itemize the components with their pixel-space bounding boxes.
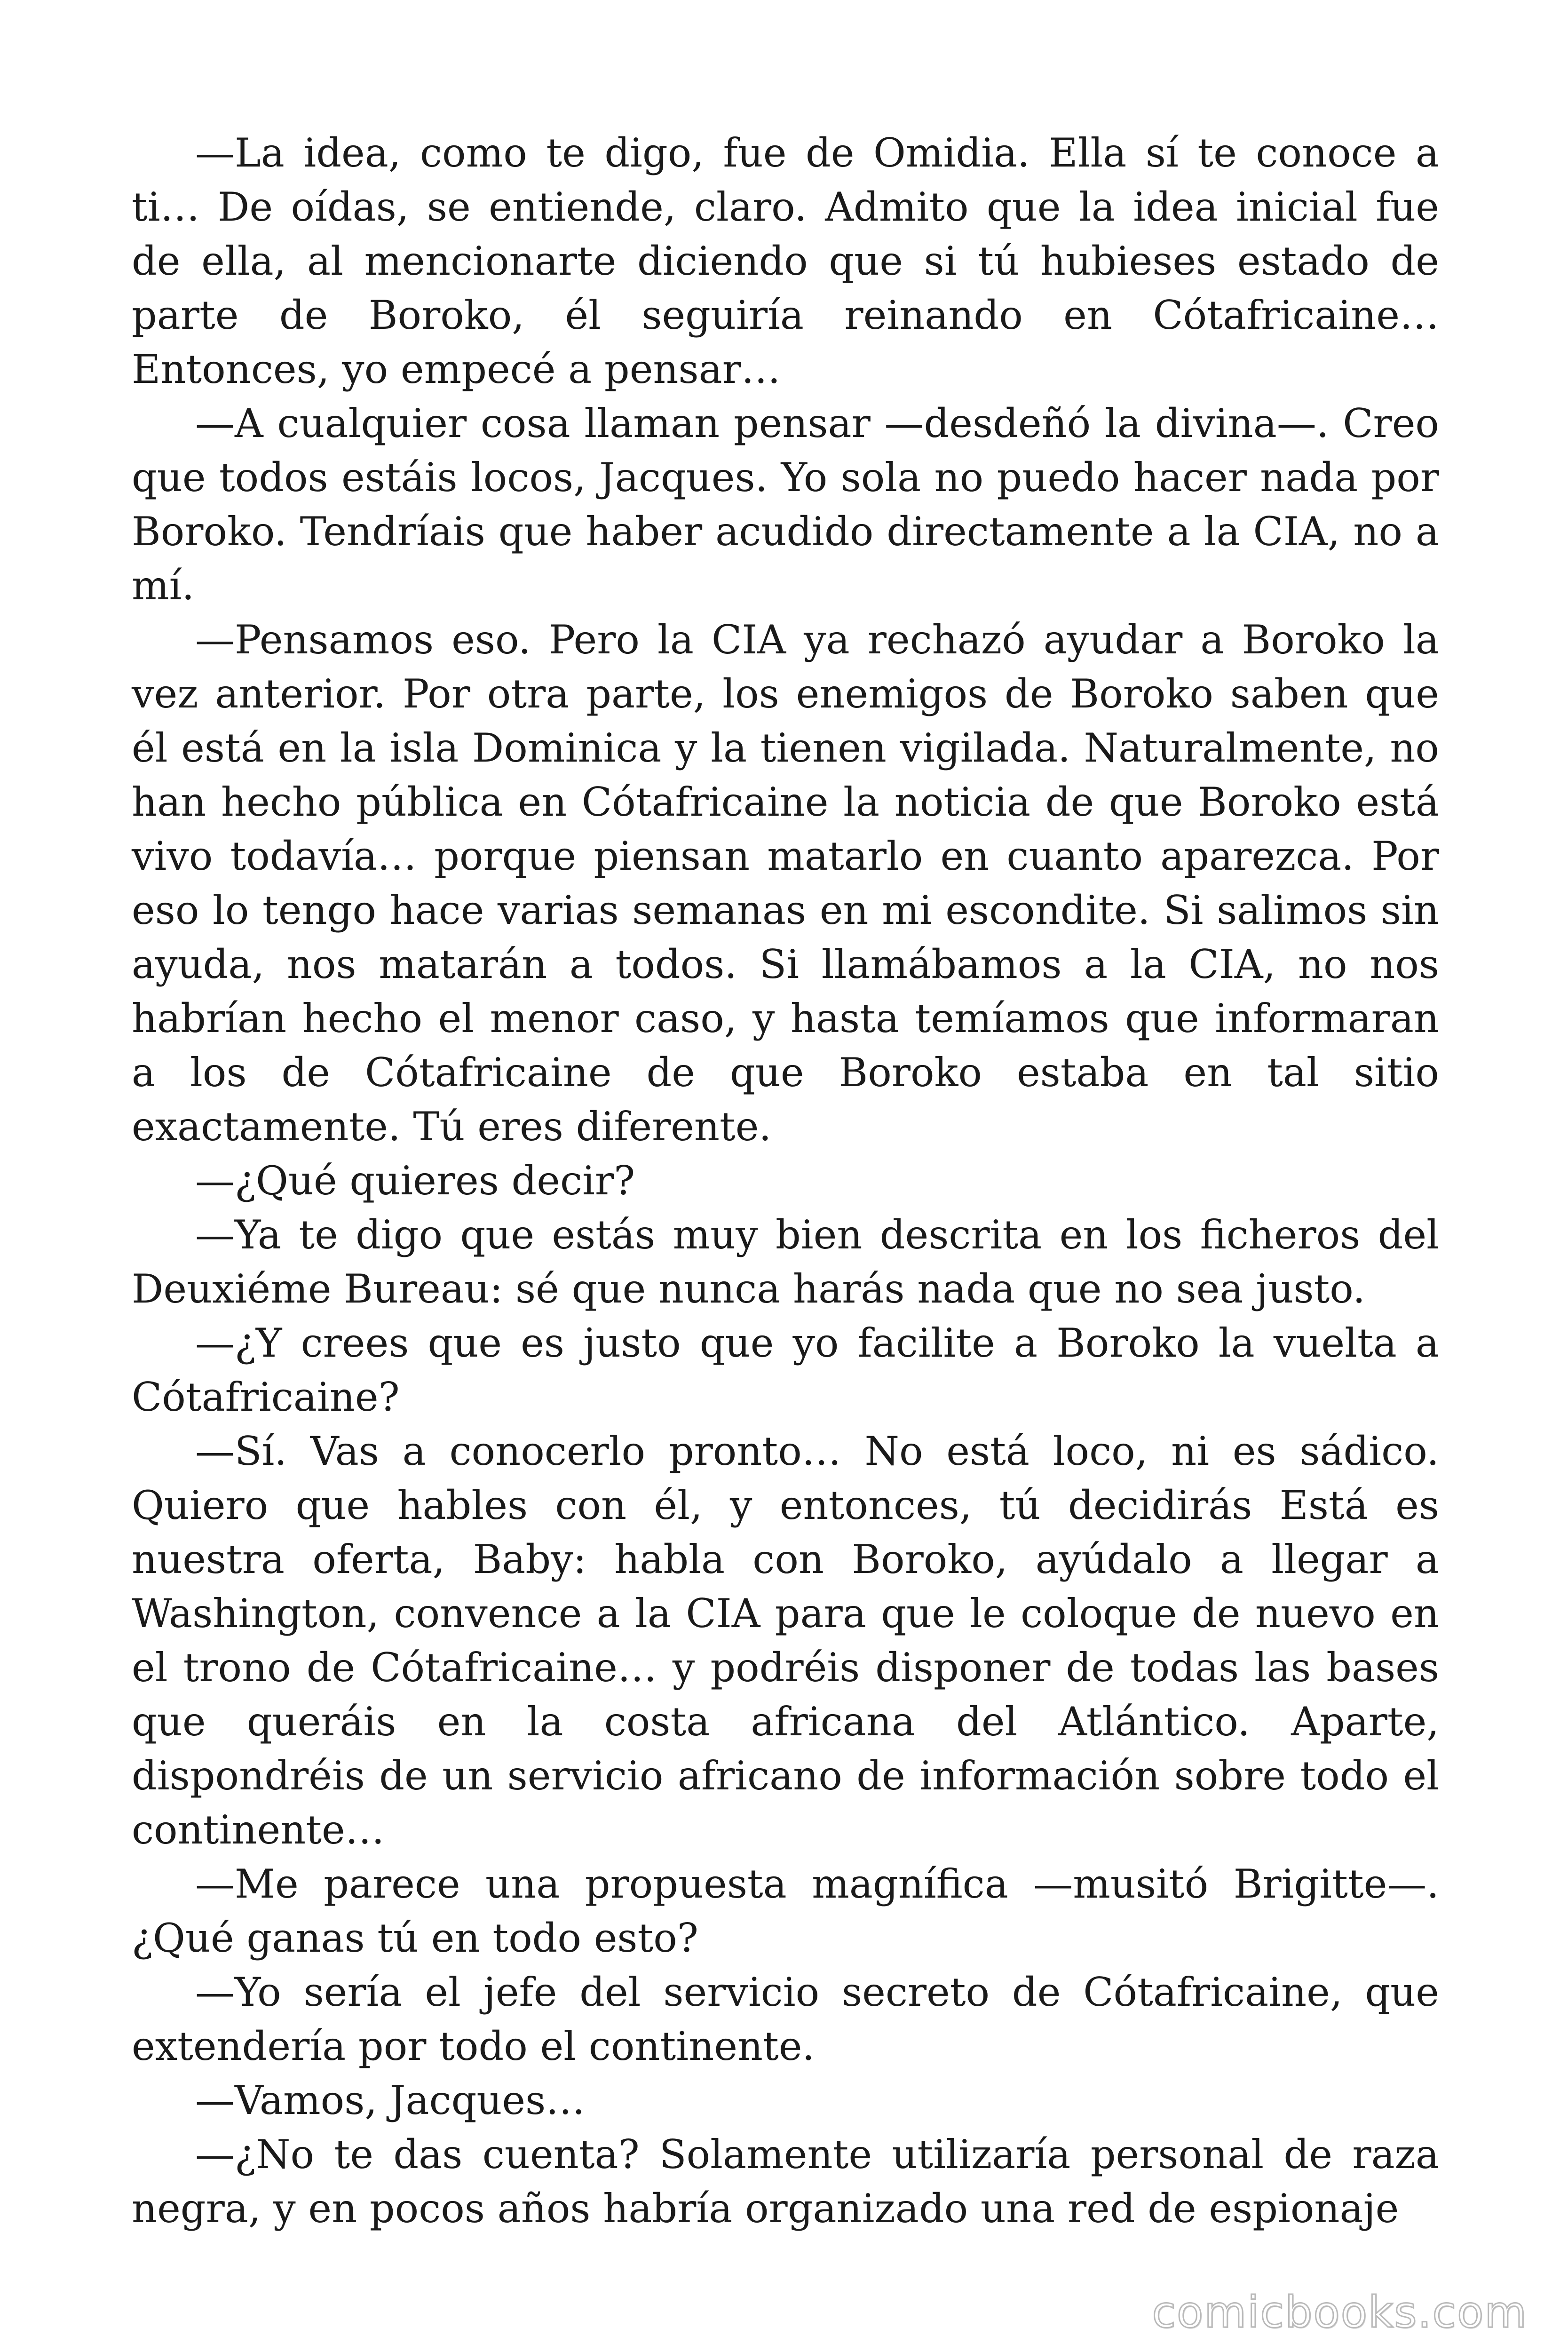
site-watermark: comicbooks.com <box>1152 2287 1528 2337</box>
paragraph: —¿No te das cuenta? Solamente utilizaría personal de raza negra, y en pocos años habría organizado una red de espionaje <box>132 2131 1439 2232</box>
paragraph: —Ya te digo que estás muy bien descrita en los ficheros del Deuxiéme Bureau: sé que nunca harás nada que no sea justo. <box>132 1212 1439 1312</box>
paragraph: —Me parece una propuesta magnífica —musitó Brigitte—. ¿Qué ganas tú en todo esto? <box>132 1861 1439 1961</box>
paragraph: —Vamos, Jacques… <box>195 2077 586 2123</box>
paragraph: —Sí. Vas a conocerlo pronto… No está loco, ni es sádico. Quiero que hables con él, y entonces, tú decidirás Está es nuestra oferta, Baby: habla con Boroko, ayúdalo a llegar a Washington, convence a la CIA para que le coloque de nuevo en el trono de Cótafricaine… y podréis disponer de todas las bases que queráis en la costa africana del Atlántico. Aparte, dispondréis de un servicio africano de información sobre todo el continente… <box>132 1428 1439 1853</box>
paragraph: —La idea, como te digo, fue de Omidia. Ella sí te conoce a ti… De oídas, se entiende, claro. Admito que la idea inicial fue de ella, al mencionarte diciendo que si tú hubieses estado de parte de Boroko, él seguiría reinando en Cótafricaine… Entonces, yo empecé a pensar… <box>132 130 1439 392</box>
paragraph: —¿Y crees que es justo que yo facilite a Boroko la vuelta a Cótafricaine? <box>132 1320 1439 1420</box>
paragraph: —¿Qué quieres decir? <box>195 1158 635 1204</box>
page-body-text <box>132 126 1439 2236</box>
paragraph: —A cualquier cosa llaman pensar —desdeñó la divina—. Creo que todos estáis locos, Jacques. Yo sola no puedo hacer nada por Boroko. Tendríais que haber acudido directamente a la CIA, no a mí. <box>132 400 1439 609</box>
paragraph: —Pensamos eso. Pero la CIA ya rechazó ayudar a Boroko la vez anterior. Por otra parte, los enemigos de Boroko saben que él está en la isla Dominica y la tienen vigilada. Naturalmente, no han hecho pública en Cótafricaine la noticia de que Boroko está vivo todavía… porque piensan matarlo en cuanto aparezca. Por eso lo tengo hace varias semanas en mi escondite. Si salimos sin ayuda, nos matarán a todos. Si llamábamos a la CIA, no nos habrían hecho el menor caso, y hasta temíamos que informaran a los de Cótafricaine de que Boroko estaba en tal sitio exactamente. Tú eres diferente. <box>132 617 1439 1150</box>
paragraph: —Yo sería el jefe del servicio secreto de Cótafricaine, que extendería por todo el continente. <box>132 1969 1439 2069</box>
